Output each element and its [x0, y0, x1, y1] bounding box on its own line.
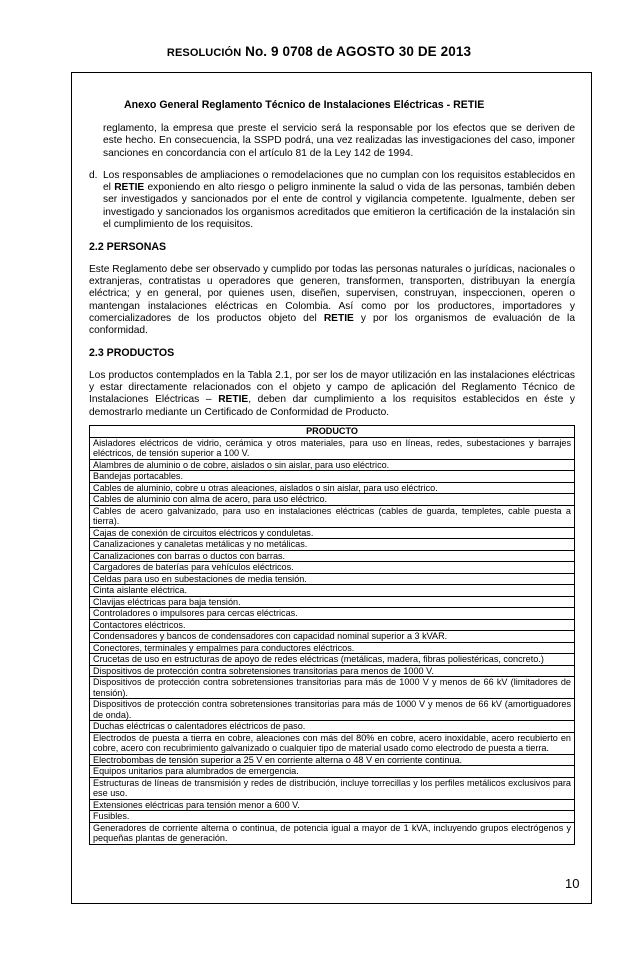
table-cell: Celdas para uso en subestaciones de media tensión.: [90, 573, 575, 585]
table-row: [90, 459, 575, 471]
table-cell: Dispositivos de protección contra sobretensiones transitorias para más de 1000 V y menos de 66 kV (amortiguadores de onda).: [90, 699, 575, 721]
table-row: [90, 811, 575, 823]
continuation-paragraph: reglamento, la empresa que preste el servicio será la responsable por los efectos que se deriven de este hecho. En consecuencia, la SSPD podrá, una vez realizadas las investigaciones del caso, imponer sanciones en concordancia con el artículo 81 de la Ley 142 de 1994.: [103, 123, 575, 159]
table-row: [90, 505, 575, 527]
productos-bold: RETIE: [218, 394, 249, 406]
personas-bold: RETIE: [323, 312, 354, 324]
table-row: [90, 550, 575, 562]
table-cell: Extensiones eléctricas para tensión menor a 600 V.: [90, 799, 575, 811]
table-row: [90, 822, 575, 844]
table-row: [90, 766, 575, 778]
resolution-title: No. 9 0708 de AGOSTO 30 DE 2013: [245, 44, 472, 59]
table-row: [90, 699, 575, 721]
table-row: [90, 665, 575, 677]
table-cell: Controladores o impulsores para cercas eléctricas.: [90, 608, 575, 620]
table-row: [90, 437, 575, 459]
table-cell: Cables de acero galvanizado, para uso en instalaciones eléctricas (cables de guarda, templetes, cable puesta a tierra).: [90, 505, 575, 527]
item-d-text-after: exponiendo en alto riesgo o peligro inminente la salud o vida de las personas, también deben ser investigados y sancionados por el ente de control y vigilancia competente. Igualmente, deben ser investigado y sancionados los organismos acreditados que emitieron la certificación de la instalación sin el cumplimiento de los requisitos.: [103, 182, 576, 231]
personas-text-before: Este Reglamento debe ser observado y cumplido por todas las personas naturales o jurídicas, nacionales o extranjeras, contratistas u operadores que generen, transformen, transporten, distribuyan la energía eléctrica; y en general, por quienes usen, diseñen, supervisen, construyan, inspeccionen, operen o mantengan instalaciones eléctricas en Colombia. Así como por los productores, importadores y comercializadores de los productos objeto del: [89, 263, 575, 324]
table-cell: Generadores de corriente alterna o continua, de potencia igual a mayor de 1 kVA, incluyendo grupos electrógenos y pequeñas plantas de generación.: [90, 822, 575, 844]
table-row: [90, 777, 575, 799]
section-heading-personas: 2.2 PERSONAS: [89, 241, 167, 254]
table-row: [90, 494, 575, 506]
item-d-bold: RETIE: [114, 182, 145, 194]
table-cell: Clavijas eléctricas para baja tensión.: [90, 596, 575, 608]
table-cell: Cinta aislante eléctrica.: [90, 585, 575, 597]
table-header-row: [90, 425, 575, 437]
table-cell: Canalizaciones y canaletas metálicas y no metálicas.: [90, 539, 575, 551]
resolution-header: [0, 44, 638, 59]
table-cell: Cajas de conexión de circuitos eléctricos y conduletas.: [90, 527, 575, 539]
table-row: [90, 721, 575, 733]
table-cell: Dispositivos de protección contra sobretensiones transitorias para más de 1000 V y menos de 66 kV (limitadores de tensión).: [90, 677, 575, 699]
table-row: [90, 471, 575, 483]
table-cell: Conectores, terminales y empalmes para conductores eléctricos.: [90, 642, 575, 654]
table-row: [90, 631, 575, 643]
list-item-label: d.: [89, 169, 98, 181]
resolution-prefix: RESOLUCIÓN: [166, 47, 242, 59]
table-row: [90, 596, 575, 608]
table-row: [90, 608, 575, 620]
list-item-d: [89, 170, 575, 231]
table-cell: Equipos unitarios para alumbrados de emergencia.: [90, 766, 575, 778]
table-row: [90, 527, 575, 539]
table-cell: Cables de aluminio, cobre u otras aleaciones, aislados o sin aislar, para uso eléctrico.: [90, 482, 575, 494]
table-row: [90, 619, 575, 631]
table-header-cell: PRODUCTO: [90, 425, 575, 437]
table-cell: Aisladores eléctricos de vidrio, cerámica y otros materiales, para uso en líneas, redes, subestaciones y barrajes eléctricos, de tensión superior a 100 V.: [90, 437, 575, 459]
personas-text-after: y por los organismos de evaluación de la conformidad.: [89, 312, 575, 337]
table-cell: Duchas eléctricas o calentadores eléctricos de paso.: [90, 721, 575, 733]
document-body: [89, 123, 575, 845]
table-row: [90, 677, 575, 699]
section-paragraph-personas: [89, 264, 575, 338]
table-cell: Canalizaciones con barras o ductos con barras.: [90, 550, 575, 562]
table-cell: Alambres de aluminio o de cobre, aislados o sin aislar, para uso eléctrico.: [90, 459, 575, 471]
productos-text-after: , deben dar cumplimiento a los requisitos establecidos en éste y demostrarlo mediante un Certificado de Conformidad de Producto.: [89, 394, 576, 418]
table-cell: Condensadores y bancos de condensadores con capacidad nominal superior a 3 kVAR.: [90, 631, 575, 643]
table-row: [90, 642, 575, 654]
table-row: [90, 754, 575, 766]
table-cell: Electrodos de puesta a tierra en cobre, aleaciones con más del 80% en cobre, acero inoxidable, acero recubierto en cobre, acero con recubrimiento galvanizado o cualquier tipo de material usado como electrodo de puesta a tierra.: [90, 732, 575, 754]
section-heading-productos: 2.3 PRODUCTOS: [89, 347, 175, 360]
list-item-text: [103, 170, 575, 231]
table-row: [90, 539, 575, 551]
table-row: [90, 573, 575, 585]
productos-text-before: Los productos contemplados en la Tabla 2.1, por ser los de mayor utilización en las instalaciones eléctricas y estar directamente relacionados con el objeto y campo de aplicación del Reglamento Técnico de Instalaciones Eléctricas –: [89, 369, 575, 406]
table-cell: Bandejas portacables.: [90, 471, 575, 483]
table-cell: Cargadores de baterías para vehículos eléctricos.: [90, 562, 575, 574]
table-row: [90, 585, 575, 597]
section-paragraph-productos: [89, 370, 575, 419]
annex-title: Anexo General Reglamento Técnico de Instalaciones Eléctricas - RETIE: [124, 99, 485, 111]
item-d-text-before: Los responsables de ampliaciones o remodelaciones que no cumplan con los requisitos establecidos en el: [103, 169, 575, 194]
table-cell: Fusibles.: [90, 811, 575, 823]
table-row: [90, 799, 575, 811]
table-row: [90, 732, 575, 754]
table-cell: Crucetas de uso en estructuras de apoyo de redes eléctricas (metálicas, madera, fibras poliestéricas, concreto.): [90, 654, 575, 666]
table-cell: Cables de aluminio con alma de acero, para uso eléctrico.: [90, 494, 575, 506]
table-row: [90, 654, 575, 666]
table-cell: Dispositivos de protección contra sobretensiones transitorias para menos de 1000 V.: [90, 665, 575, 677]
table-row: [90, 482, 575, 494]
products-table: [89, 425, 575, 845]
table-row: [90, 562, 575, 574]
table-cell: Contactores eléctricos.: [90, 619, 575, 631]
table-cell: Estructuras de líneas de transmisión y redes de distribución, incluye torrecillas y los perfiles metálicos exclusivos para ese uso.: [90, 777, 575, 799]
table-cell: Electrobombas de tensión superior a 25 V en corriente alterna o 48 V en corriente continua.: [90, 754, 575, 766]
page-number: 10: [565, 876, 580, 891]
